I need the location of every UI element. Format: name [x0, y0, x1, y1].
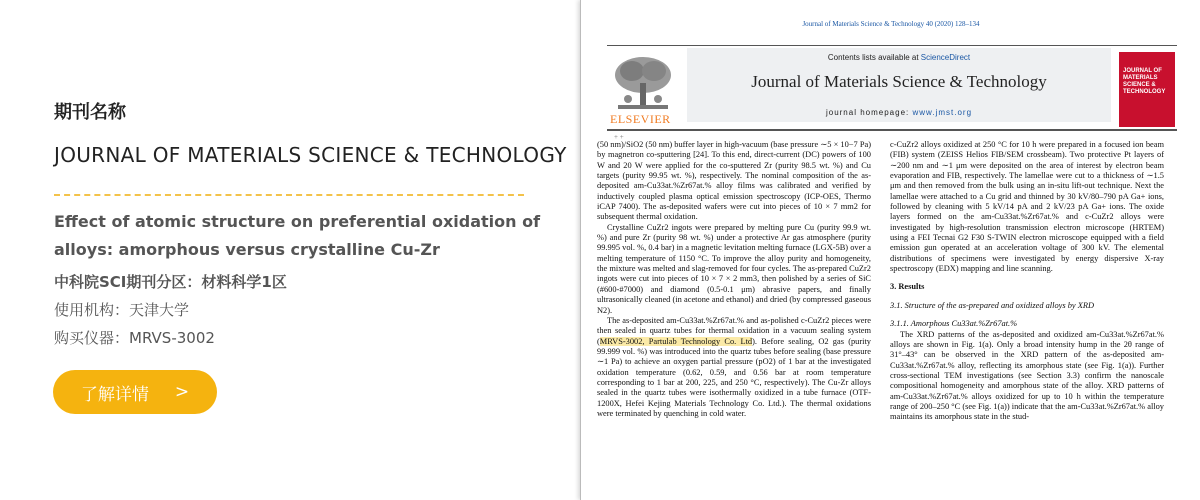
- cover-title: JOURNAL OF MATERIALS SCIENCE & TECHNOLOGY: [1123, 68, 1166, 95]
- info-panel: [0, 0, 575, 500]
- divider: [54, 194, 524, 196]
- paper-preview: [580, 0, 1200, 500]
- learn-more-label: 了解详情: [80, 384, 149, 405]
- paragraph: (50 nm)/SiO2 (50 nm) buffer layer in high-vacuum (base pressure ∼5 × 10−7 Pa) by magnetron co-sputtering [24]. To this end, direct-current (DC) powers of 100 W and 20 W were applied for the co-sputtered Zr (purity 98.5 wt. %) and Cu targets (purity 99.95 wt. %), respectively. The nominal composition of the as-deposited am-Cu33at.%Zr67at.% alloy films was calibrated and verified by inductively coupled plasma optical emission spectroscopy (ICP-OES, Thermo iCAP 7400). The as-deposited wafers were cut into pieces of 10 × 7 mm2 for subsequent thermal oxidation.: [597, 140, 871, 222]
- journal-banner: [607, 45, 1177, 131]
- contents-line: [687, 53, 1111, 62]
- paragraph-text: The as-deposited am-Cu33at.%Zr67at.% and as-polished c-CuZr2 pieces were then sealed in quartz tubes for thermal oxidation in a vacuum sealing system (: [597, 315, 871, 346]
- running-head: Journal of Materials Science & Technology 40 (2020) 128–134: [802, 20, 980, 28]
- homepage-link[interactable]: www.jmst.org: [912, 108, 973, 117]
- journal-name: JOURNAL OF MATERIALS SCIENCE & TECHNOLOGY: [54, 143, 567, 167]
- highlighted-instrument: MRVS-3002, Partulab Technology Co. Ltd: [599, 336, 753, 346]
- left-column: [597, 140, 871, 419]
- right-column: [890, 140, 1164, 423]
- journal-header-box: [687, 48, 1111, 122]
- section-heading: 3. Results: [890, 282, 925, 292]
- paragraph: c-CuZr2 alloys oxidized at 250 °C for 10 h were prepared in a focused ion beam (FIB) system (ZEISS Helios FIB/SEM crossbeam). Two protective Pt layers of ∼200 nm and ∼1 μm were deposited on the area of interest by electron beam evaporation and FIB, respectively. The lamellae were cut to a thickness of ∼1.5 μm and then removed from the bulk using an in-situ lift-out technique. Next the lamellae were attached to a Cu grid and thinned by 30 kV/80–790 pA Ga+ ions, followed by cleaning with 5 kV/14 pA and 2 kV/23 pA Ga+ ions. The oxide layers formed on the am-Cu33at.%Zr67at.% and c-CuZr2 alloys were investigated by high-resolution transmission electron microscope (HRTEM) using a FEI Tecnai G2 F30 S-TWIN electron microscope equipped with a field emission gun operated at an acceleration voltage of 300 kV. The elemental distributions of specimens were investigated by energy dispersive X-ray spectroscopy (EDX) mapping and line scanning.: [890, 140, 1164, 274]
- paragraph: Crystalline CuZr2 ingots were prepared by melting pure Cu (purity 99.9 wt. %) and pure Zr (purity 98 wt. %) under a protective Ar gas atmosphere (purity 99.995 vol. %, 0.4 bar) in a magnetic levitation melting furnace (LGX-5B) over a melting temperature of 1150 °C. To improve the alloy purity and homogeneity, the mixture was melted and slag-removed for four cycles. The as-prepared CuZr2 ingots were cut into pieces of 10 × 7 × 2 mm3, then polished by a series of SiC (#600-#7000) and diamond (0.5-0.1 μm) abrasive papers, and finally ultrasonically cleaned (in acetone and ethanol) and dried (by compressed gaseous N2).: [597, 222, 871, 315]
- paper-title: Effect of atomic structure on preferential oxidation of alloys: amorphous versus crystalline Cu-Zr: [54, 212, 541, 259]
- journal-title: Journal of Materials Science & Technology: [751, 72, 1047, 91]
- paragraph-text: ). Before sealing, O2 gas (purity 99.999 vol. %) was introduced into the quartz tubes before sealing (base pressure ∼1 Pa) to achieve an oxygen partial pressure (pO2) of 1 bar at the investigated oxidation temperature (0.62, 0.59, and 0.56 bar at room temperature corresponding to 1 bar at 200, 225, and 250 °C, respectively). The Cu-Zr alloys sealed in the quartz tubes were isothermally oxidized in a tube furnace (OTF-1200X, Hefei Kejing Materials Technology Co. Ltd.). The thermal oxidations were terminated by quenching in cold water.: [597, 336, 871, 418]
- journal-label: 期刊名称: [54, 102, 126, 123]
- instrument-text: 购买仪器：MRVS-3002: [54, 329, 215, 347]
- elsevier-tree-logo: [610, 48, 676, 120]
- contents-text: Contents lists available at: [827, 53, 921, 62]
- learn-more-button[interactable]: [53, 370, 217, 414]
- sciencedirect-link[interactable]: ScienceDirect: [920, 53, 971, 62]
- paragraph: The XRD patterns of the as-deposited and oxidized am-Cu33at.%Zr67at.% alloys are shown in Fig. 1(a). Only a broad intensity hump in the 2θ range of 31°–43° can be observed in the XRD pattern of the as-deposited am-Cu33at.%Zr67at.% alloy, reflecting its amorphous state (see Fig. 1(a)). Further cross-sectional TEM investigations (see Section 3.3) confirm the nanoscale compositional homogeneity and amorphous state of the alloy. XRD patterns of am-Cu33at.%Zr67at.% alloys oxidized for up to 10 h within the temperature range of 200–250 °C (see Fig. 1(a)) indicate that the am-Cu33at.%Zr67at.% alloy maintains its amorphous state in the stud-: [890, 329, 1164, 422]
- subsection-heading: 3.1. Structure of the as-prepared and oxidized alloys by XRD: [890, 300, 1094, 310]
- paragraph: [597, 316, 871, 419]
- subsubsection-heading: 3.1.1. Amorphous Cu33at.%Zr67at.%: [890, 319, 1018, 329]
- journal-cover: [1119, 52, 1175, 127]
- homepage-label: journal homepage:: [825, 108, 913, 117]
- page-marks: + +: [614, 133, 624, 141]
- publisher-name: ELSEVIER: [610, 112, 671, 126]
- partition-text: 中科院SCI期刊分区：材料科学1区: [54, 273, 287, 291]
- institution-text: 使用机构：天津大学: [54, 301, 190, 319]
- chevron-right-icon: >: [174, 382, 190, 402]
- homepage-line: [687, 108, 1111, 117]
